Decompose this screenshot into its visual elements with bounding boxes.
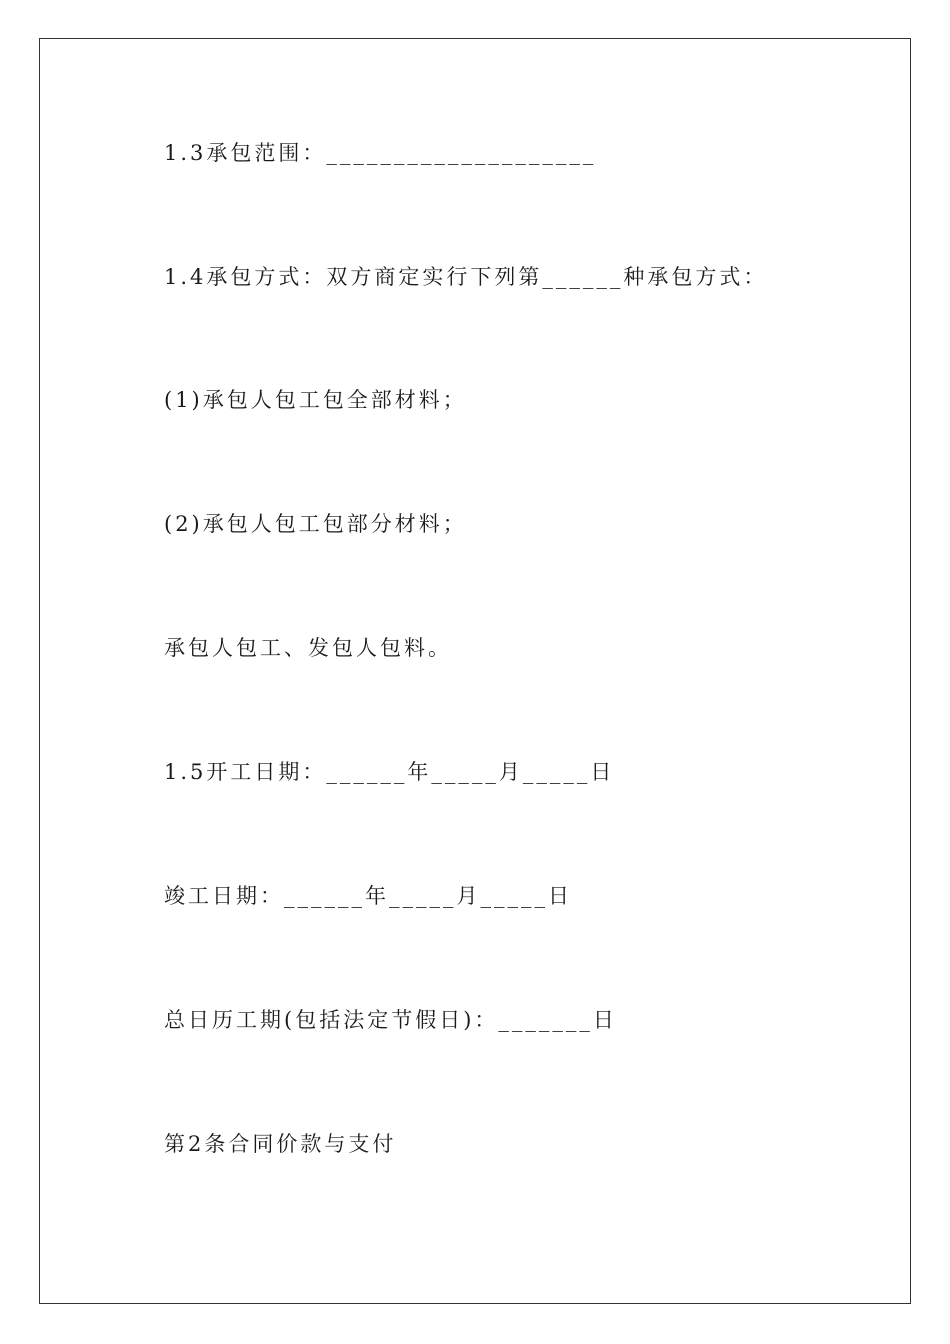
total-duration: 总日历工期(包括法定节假日)：_______日 (164, 1008, 617, 1032)
option-2: (2)承包人包工包部分材料； (164, 512, 467, 536)
clause-1-5-start-date: 1.5开工日期：______年_____月_____日 (164, 760, 615, 784)
page-frame (39, 38, 911, 1304)
article-2-heading: 第2条合同价款与支付 (164, 1132, 397, 1156)
completion-date: 竣工日期：______年_____月_____日 (164, 884, 572, 908)
clause-1-3-scope: 1.3承包范围：____________________ (164, 141, 597, 165)
option-3: 承包人包工、发包人包料。 (164, 636, 452, 660)
clause-1-4-method: 1.4承包方式：双方商定实行下列第______种承包方式： (164, 265, 768, 289)
option-1: (1)承包人包工包全部材料； (164, 388, 467, 412)
